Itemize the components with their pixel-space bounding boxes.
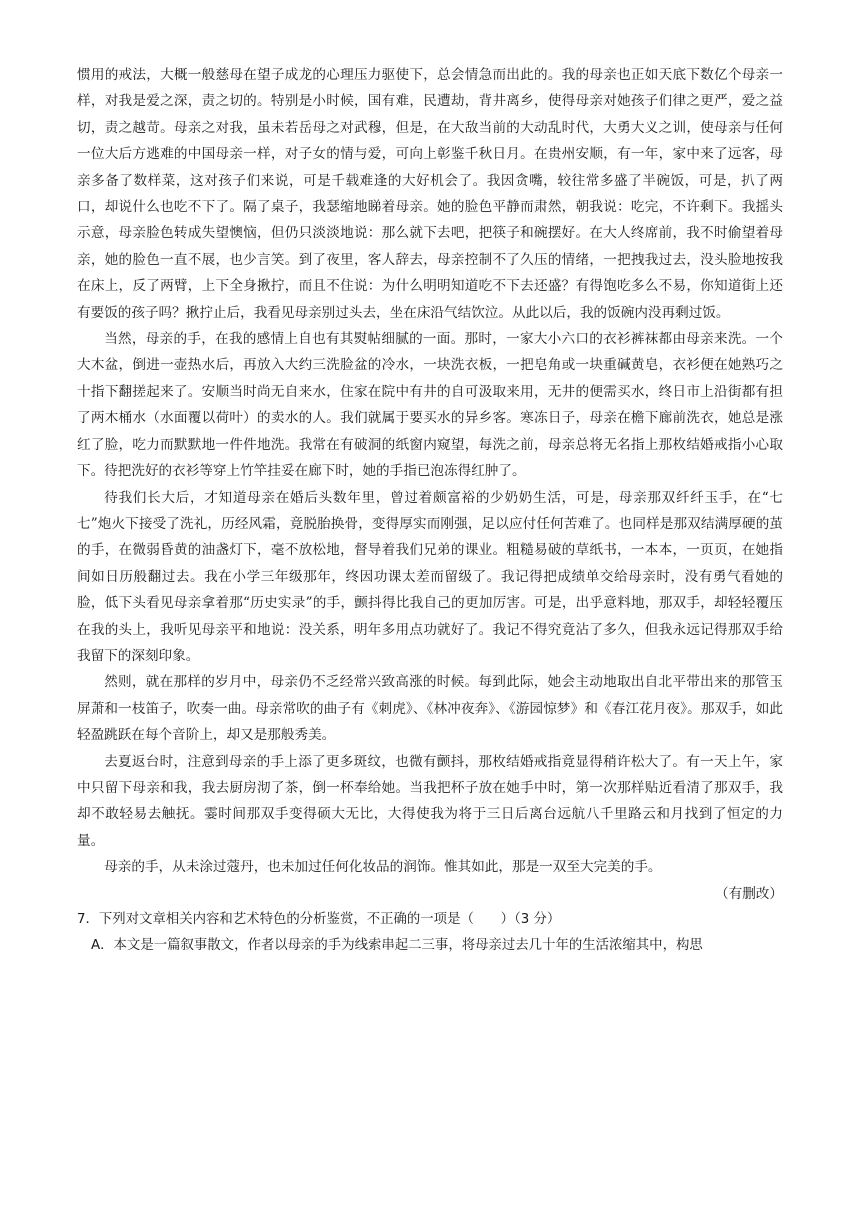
- article-paragraph-1: 惯用的戒法，大概一般慈母在望子成龙的心理压力驱使下，总会情急而出此的。我的母亲也正如天底下数亿个母亲一样，对我是爱之深，责之切的。特别是小时候，国有难，民遭劫，背井离乡，使得母亲对她孩子们律之更严，爱之益切，责之越苛。母亲之对我，虽未若岳母之对武穆，但是，在大敌当前的大动乱时代，大勇大义之训，使母亲与任何一位大后方逃难的中国母亲一样，对子女的情与爱，可向上彰鉴千秋日月。在贵州安顺，有一年，家中来了远客，母亲多备了数样菜，这对孩子们来说，可是千载难逢的大好机会了。我因贪嘴，较往常多盛了半碗饭，可是，扒了两口，却说什么也吃不下了。隔了桌子，我瑟缩地睇着母亲。她的脸色平静而肃然，朝我说：吃完，不许剩下。我摇头示意，母亲脸色转成失望懊恼，但仍只淡淡地说：那么就下去吧，把筷子和碗摆好。在大人终席前，我不时偷望着母亲，她的脸色一直不展，也少言笑。到了夜里，客人辞去，母亲控制不了久压的情绪，一把拽我过去，没头脸地按我在床上，反了两臂，上下全身揪拧，而且不住说：为什么明明知道吃不下去还盛？有得饱吃多么不易，你知道街上还有要饭的孩子吗？揪拧止后，我看见母亲别过头去，坐在床沿气结饮泣。从此以后，我的饭碗内没再剩过饭。: [77, 67, 783, 321]
- question-option-a: A．本文是一篇叙事散文，作者以母亲的手为线索串起二三事，将母亲过去几十年的生活浓缩其中，构思: [91, 938, 703, 954]
- article-paragraph-6: 母亲的手，从未涂过蔻丹，也未加过任何化妆品的润饰。惟其如此，那是一双至大完美的手。: [104, 859, 662, 876]
- article-paragraph-3: 待我们长大后，才知道母亲在婚后头数年里，曾过着颇富裕的少奶奶生活，可是，母亲那双纤纤玉手，在“七七”炮火下接受了洗礼，历经风霜，竟脱胎换骨，变得厚实而刚强，足以应付任何苦难了。也同样是那双结满厚硬的茧的手，在微弱昏黄的油盏灯下，毫不放松地，督导着我们兄弟的课业。粗糙易破的草纸书，一本本，一页页，在她指间如日历般翻过去。我在小学三年级那年，终因功课太差而留级了。我记得把成绩单交给母亲时，没有勇气看她的脸，低下头看见母亲拿着那“历史实录”的手，颤抖得比我自己的更加厉害。可是，出乎意料地，那双手，却轻轻覆压在我的头上，我听见母亲平和地说：没关系，明年多用点功就好了。我记不得究竟沾了多久，但我永远记得那双手给我留下的深刻印象。: [77, 489, 783, 664]
- question-stem: 7．下列对文章相关内容和艺术特色的分析鉴赏，不正确的一项是（ ）（3 分）: [77, 912, 561, 927]
- article-paragraph-2: 当然，母亲的手，在我的感情上自也有其熨帖细腻的一面。那时，一家大小六口的衣衫裤袜都由母亲来洗。一个大木盆，倒进一壶热水后，再放入大约三洗脸盆的冷水，一块洗衣板，一把皂角或一块重碱黄皂，衣衫便在她熟巧之十指下翻搓起来了。安顺当时尚无自来水，住家在院中有井的自可汲取来用，无井的便需买水，终日市上沿街都有担了两木桶水（水面覆以荷叶）的卖水的人。我们就属于要买水的异乡客。寒冻日子，母亲在檐下廊前洗衣，她总是涨红了脸，吃力而默默地一件件地洗。我常在有破洞的纸窗内窥望，每洗之前，母亲总将无名指上那枚结婚戒指小心取下。待把洗好的衣衫等穿上竹竿挂妥在廊下时，她的手指已泡冻得红肿了。: [77, 331, 783, 480]
- document-page: [77, 62, 783, 960]
- source-note: （有删改）: [715, 885, 783, 902]
- article-paragraph-4: 然则，就在那样的岁月中，母亲仍不乏经常兴致高涨的时候。每到此际，她会主动地取出自北平带出来的那管玉屏萧和一枝笛子，吹奏一曲。母亲常吹的曲子有《刺虎》、《林冲夜奔》、《游园惊梦》和《春江花月夜》。那双手，如此轻盈跳跃在每个音阶上，却又是那般秀美。: [77, 674, 783, 744]
- article-paragraph-5: 去夏返台时，注意到母亲的手上添了更多斑纹，也微有颤抖，那枚结婚戒指竟显得稍许松大了。有一天上午，家中只留下母亲和我，我去厨房沏了茶，倒一杯奉给她。当我把杯子放在她手中时，第一次那样贴近看清了那双手，我却不敢轻易去触抚。霎时间那双手变得硕大无比，大得使我为将于三日后离台远航八千里路云和月找到了恒定的力量。: [77, 753, 783, 849]
